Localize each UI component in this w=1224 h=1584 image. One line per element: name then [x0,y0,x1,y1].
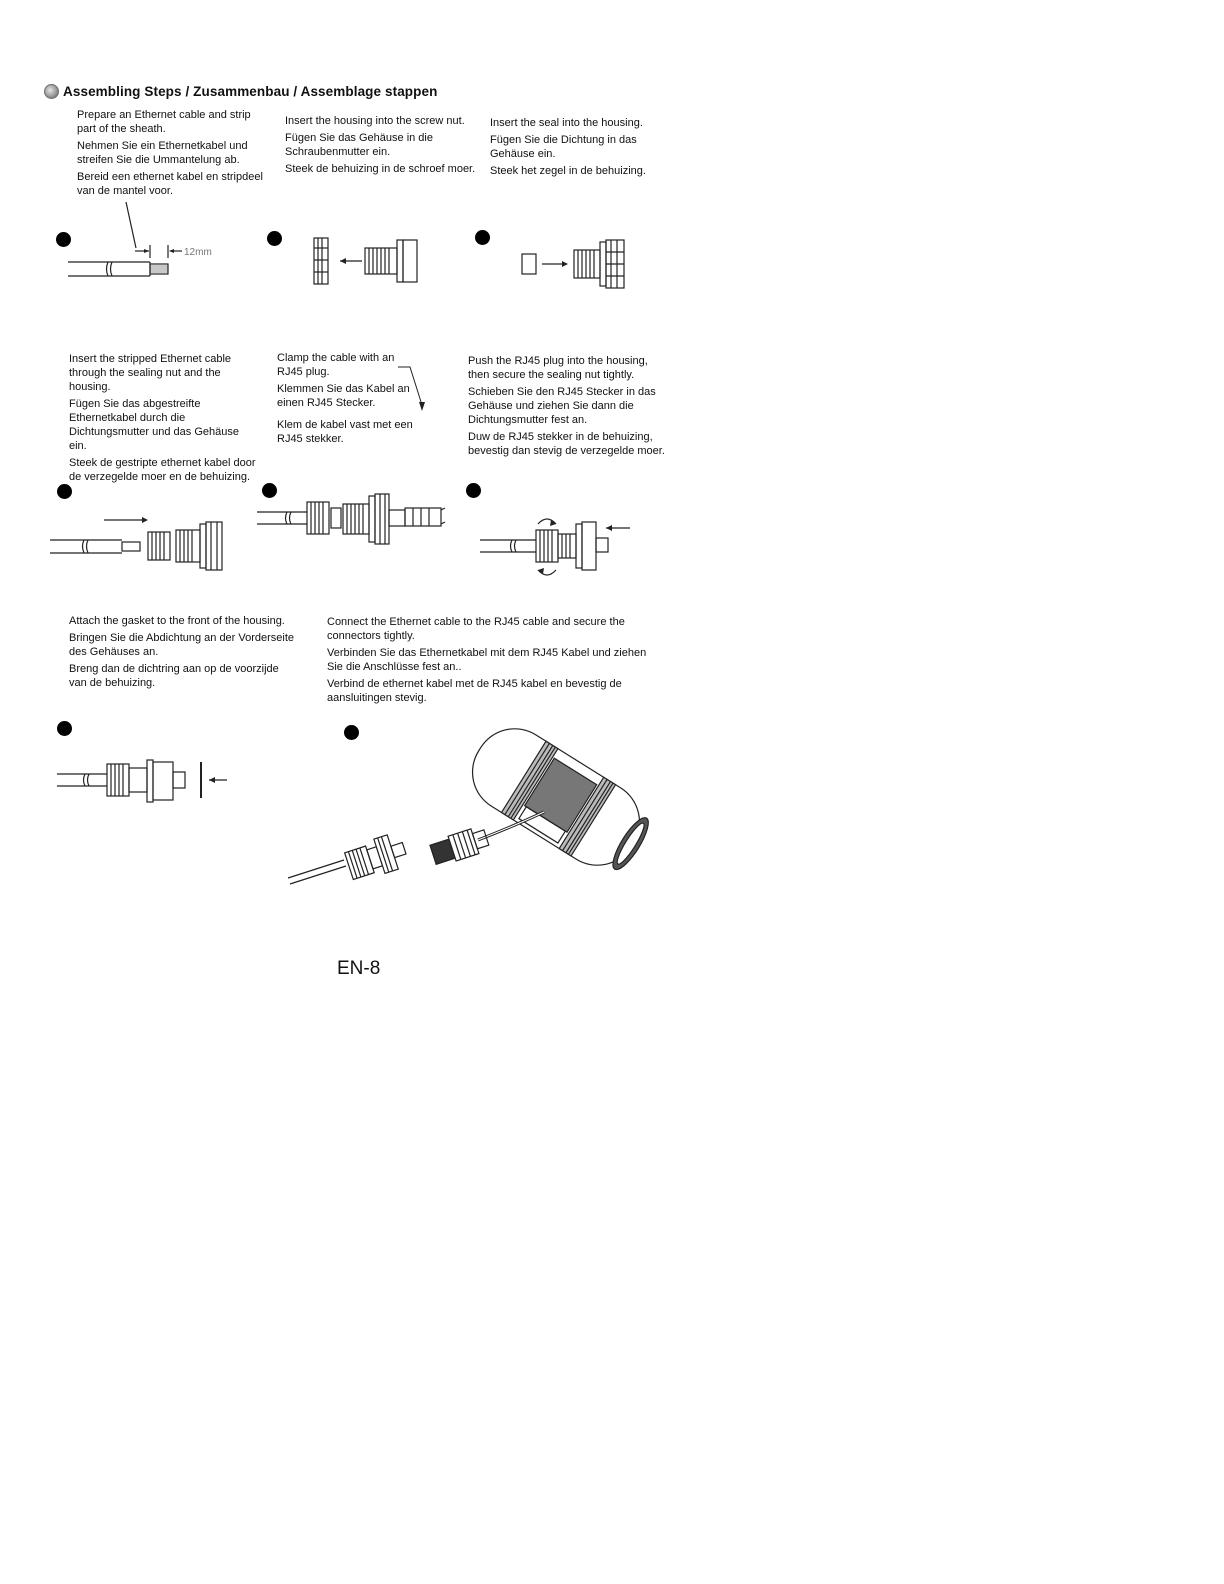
step-1-figure [60,200,260,290]
step-1-en: Prepare an Ethernet cable and strip part of the sheath. [77,109,251,135]
bullet-icon [44,84,59,99]
step-5-figure [255,490,450,550]
step-6-marker [466,483,481,498]
page-number: EN-8 [337,958,381,979]
step-6-text [468,354,668,461]
step-8-figure [286,712,646,894]
step-7-marker [57,721,72,736]
step-7-nl: Breng dan de dichtring aan op de voorzijde van de behuizing. [69,663,279,689]
step-4-marker [57,484,72,499]
step-2-figure [310,232,430,292]
step-2-nl: Steek de behuizing in de schroef moer. [285,163,476,175]
step-2-text [285,114,485,179]
step-3-nl: Steek het zegel in de behuizing. [490,165,646,177]
step-5-pointer [396,365,436,415]
step-3-figure [518,236,638,292]
step-1-nl: Bereid een ethernet kabel en stripdeel van de mantel voor. [77,171,263,197]
step-7-en: Attach the gasket to the front of the housing. [69,615,285,627]
step-7-de: Bringen Sie die Abdichtung an der Vorderseite des Gehäuses an. [69,632,295,658]
step-8-nl: Verbind de ethernet kabel met de RJ45 kabel en bevestig de aansluitingen stevig. [327,678,622,704]
section-title: Assembling Steps / Zusammenbau / Assemblage stappen [63,84,438,99]
step-7-text [69,614,297,693]
step-8-text [327,615,662,708]
step-1-dimension: 12mm [184,247,212,258]
step-6-nl: Duw de RJ45 stekker in de behuizing, bevestig dan stevig de verzegelde moer. [468,431,665,457]
step-5-en: Clamp the cable with an RJ45 plug. [277,352,395,378]
step-1-de: Nehmen Sie ein Ethernetkabel und streifen Sie die Ummantelung ab. [77,140,248,166]
step-1-text [77,108,265,201]
step-8-de: Verbinden Sie das Ethernetkabel mit dem RJ45 Kabel und ziehen Sie die Anschlüsse fest an.. [327,647,647,673]
step-2-en: Insert the housing into the screw nut. [285,115,465,127]
step-3-marker [475,230,490,245]
step-3-de: Fügen Sie die Dichtung in das Gehäuse ein. [490,134,637,160]
step-3-text [490,116,665,181]
section-header [44,84,437,99]
step-5-de: Klemmen Sie das Kabel an einen RJ45 Stecker. [277,383,410,409]
step-6-en: Push the RJ45 plug into the housing, then secure the sealing nut tightly. [468,355,648,381]
step-2-de: Fügen Sie das Gehäuse in die Schraubenmutter ein. [285,132,433,158]
step-3-en: Insert the seal into the housing. [490,117,643,129]
step-6-figure [478,508,638,584]
step-4-figure [48,510,248,574]
step-4-en: Insert the stripped Ethernet cable through the sealing nut and the housing. [69,353,232,393]
step-4-de: Fügen Sie das abgestreifte Ethernetkabel durch die Dichtungsmutter und das Gehäuse ein. [69,398,239,452]
step-7-figure [55,756,235,806]
step-4-text [69,352,259,487]
step-2-marker [267,231,282,246]
step-4-nl: Steek de gestripte ethernet kabel door de verzegelde moer en de behuizing. [69,457,256,483]
step-6-de: Schieben Sie den RJ45 Stecker in das Gehäuse und ziehen Sie dann die Dichtungsmutter fest an. [468,386,656,426]
step-5-nl: Klem de kabel vast met een RJ45 stekker. [277,419,413,445]
step-8-en: Connect the Ethernet cable to the RJ45 cable and secure the connectors tightly. [327,616,625,642]
